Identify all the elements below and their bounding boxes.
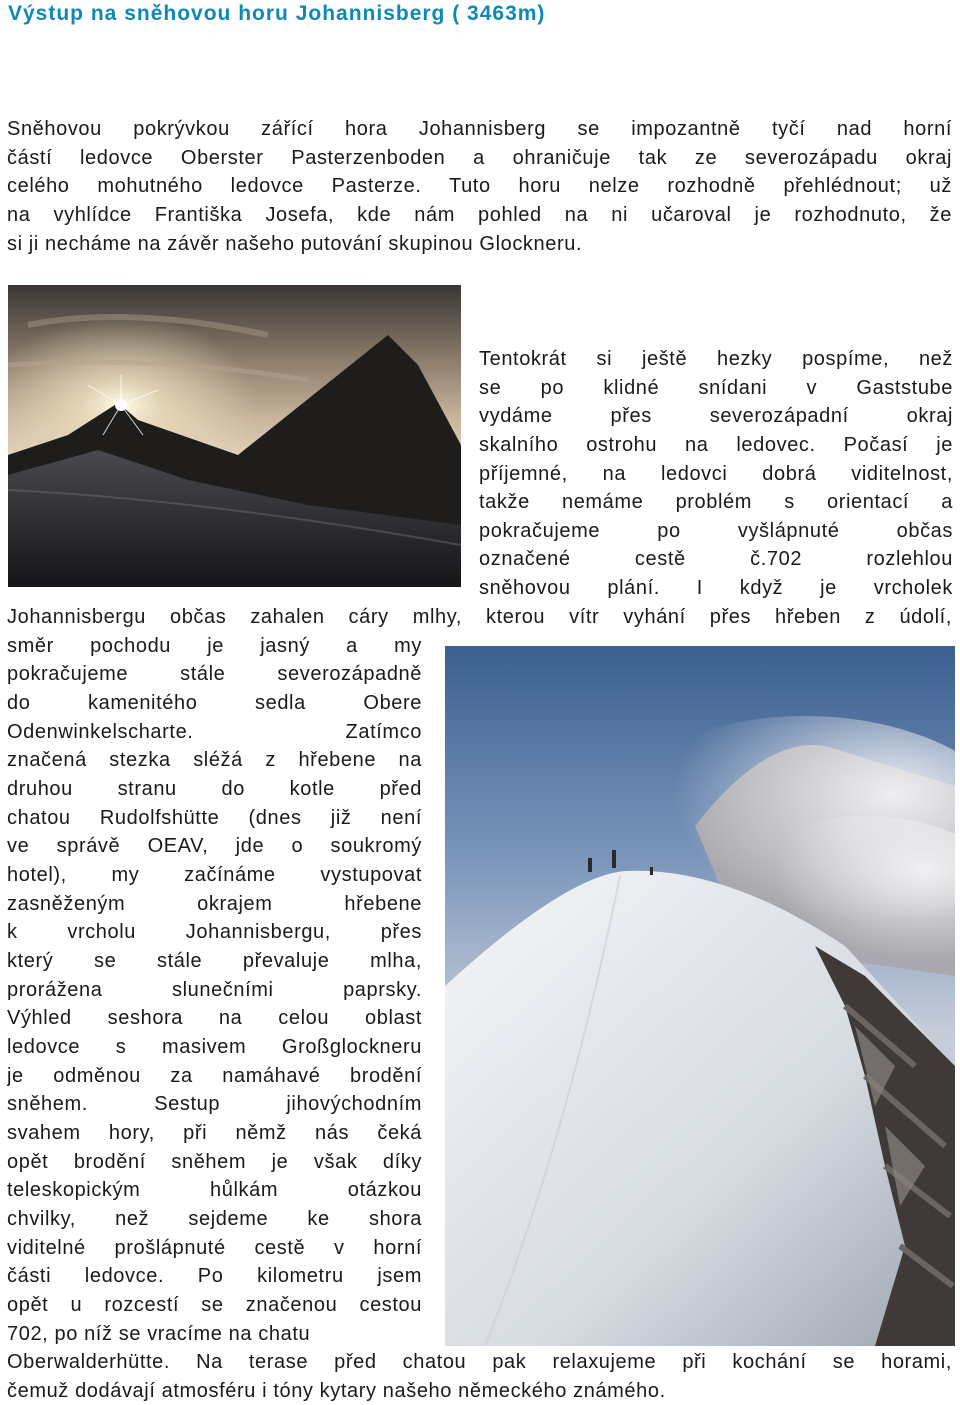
left-column-line: do kamenitého sedla Obere: [7, 692, 422, 714]
right-column-line: označené cestě č.702 rozlehlou: [479, 548, 953, 570]
left-column-line: je odměnou za namáhavé brodění: [7, 1065, 422, 1087]
left-column-line: druhou stranu do kotle před: [7, 778, 422, 800]
left-column-line: 702, po níž se vracíme na chatu: [7, 1323, 311, 1345]
left-column-line: teleskopickým hůlkám otázkou: [7, 1179, 422, 1201]
left-column-line: pokračujeme stále severozápadně: [7, 663, 422, 685]
intro-line: na vyhlídce Františka Josefa, kde nám pohled na ni učaroval je rozhodnuto, že: [7, 204, 952, 226]
intro-line: celého mohutného ledovce Pasterze. Tuto horu nelze rozhodně přehlédnout; už: [7, 175, 952, 197]
right-column-line: sněhovou plání. I když je vrcholek: [479, 577, 953, 599]
intro-line: částí ledovce Oberster Pasterzenboden a ohraničuje tak ze severozápadu okraj: [7, 147, 952, 169]
left-column-line: který se stále převaluje mlha,: [7, 950, 422, 972]
left-column-line: ve správě OEAV, jde o soukromý: [7, 835, 422, 857]
left-column-line: prorážena slunečními paprsky.: [7, 979, 422, 1001]
left-column-line: chvilky, než sejdeme ke shora: [7, 1208, 422, 1230]
right-column-line: se po klidné snídani v Gaststube: [479, 377, 953, 399]
right-column-line: takže nemáme problém s orientací a: [479, 491, 953, 513]
sunset-mountain-photo: [8, 285, 461, 587]
left-column-line: ledovce s masivem Großglockneru: [7, 1036, 422, 1058]
intro-line: Sněhovou pokrývkou zářící hora Johannisberg se impozantně tyčí nad horní: [7, 118, 952, 140]
right-column-line: Tentokrát si ještě hezky pospíme, než: [479, 348, 953, 370]
left-column-line: opět brodění sněhem je však díky: [7, 1151, 422, 1173]
intro-line: si ji necháme na závěr našeho putování skupinou Glockneru.: [7, 233, 583, 255]
right-column-line: příjemné, na ledovci dobrá viditelnost,: [479, 463, 953, 485]
left-column-line: části ledovce. Po kilometru jsem: [7, 1265, 422, 1287]
closing-line: čemuž dodávají atmosféru i tóny kytary našeho německého známého.: [7, 1380, 666, 1402]
right-column-line: pokračujeme po vyšlápnuté občas: [479, 520, 953, 542]
left-column-line: značená stezka sléžá z hřebene na: [7, 749, 422, 771]
right-column-line: skalního ostrohu na ledovec. Počasí je: [479, 434, 953, 456]
left-column-line: směr pochodu je jasný a my: [7, 635, 422, 657]
body-line: Johannisbergu občas zahalen cáry mlhy, kterou vítr vyhání přes hřeben z údolí,: [7, 606, 952, 628]
left-column-line: Výhled seshora na celou oblast: [7, 1007, 422, 1029]
left-column-line: zasněženým okrajem hřebene: [7, 893, 422, 915]
left-column-line: svahem hory, při němž nás čeká: [7, 1122, 422, 1144]
left-column-line: opět u rozcestí se značenou cestou: [7, 1294, 422, 1316]
left-column-line: chatou Rudolfshütte (dnes již není: [7, 807, 422, 829]
left-column-line: viditelné prošlápnuté cestě v horní: [7, 1237, 422, 1259]
right-column-line: vydáme přes severozápadní okraj: [479, 405, 953, 427]
left-column-line: k vrcholu Johannisbergu, přes: [7, 921, 422, 943]
snow-ridge-photo: [445, 646, 955, 1346]
left-column-line: hotel), my začínáme vystupovat: [7, 864, 422, 886]
left-column-line: Odenwinkelscharte. Zatímco: [7, 721, 422, 743]
closing-line: Oberwalderhütte. Na terase před chatou pak relaxujeme při kochání se horami,: [7, 1351, 952, 1373]
left-column-line: sněhem. Sestup jihovýchodním: [7, 1093, 422, 1115]
page-title: Výstup na sněhovou horu Johannisberg ( 3463m): [8, 2, 546, 25]
